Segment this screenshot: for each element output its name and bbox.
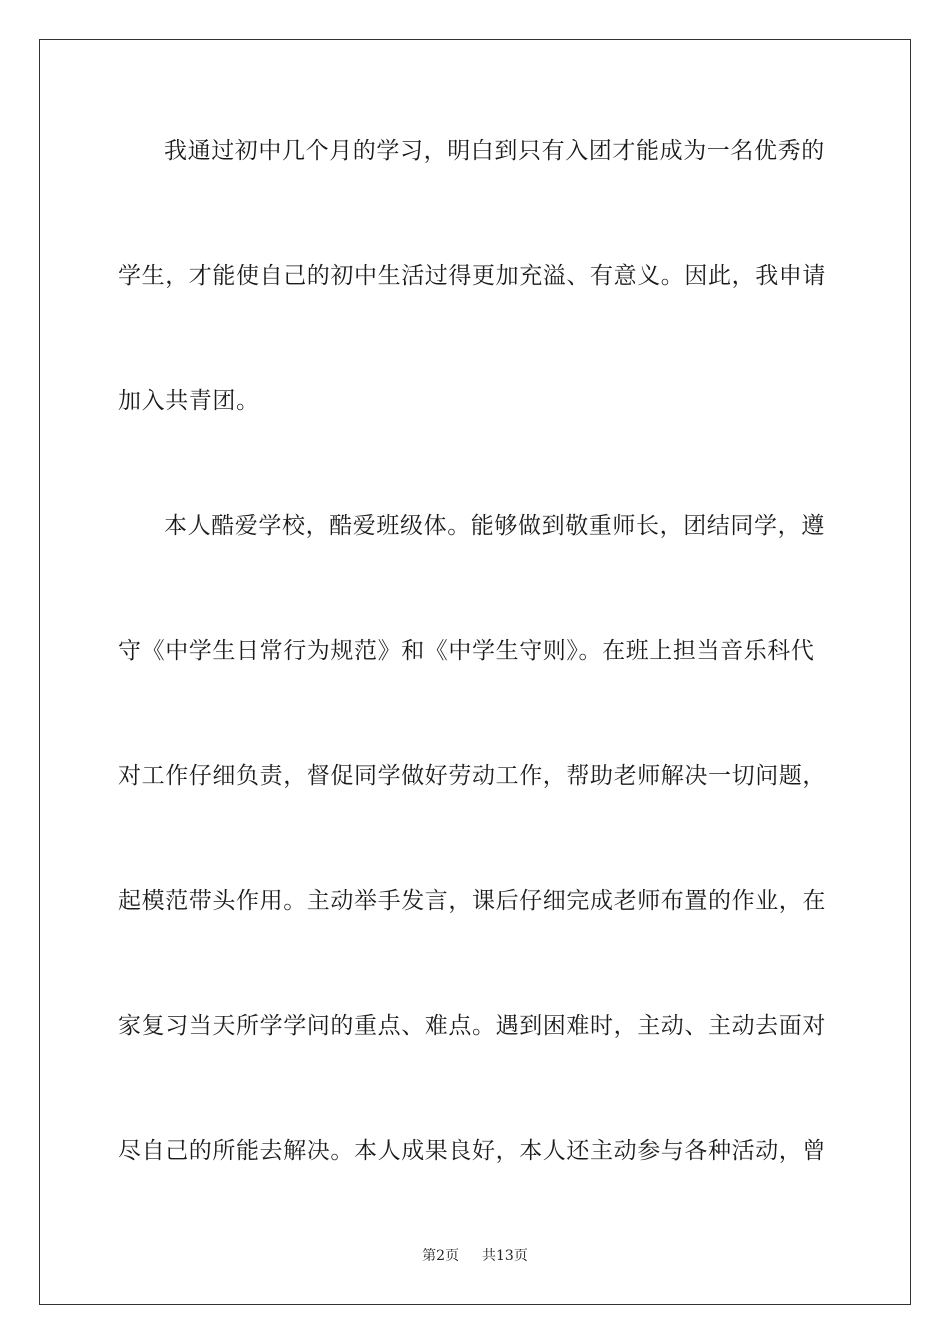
- paragraph-line: 尽自己的所能去解决。本人成果良好，本人还主动参与各种活动，曾: [118, 1138, 826, 1164]
- paragraph-line: 本人酷爱学校，酷爱班级体。能够做到敬重师长，团结同学，遵: [164, 513, 825, 539]
- paragraph-line: 对工作仔细负责，督促同学做好劳动工作，帮助老师解决一切问题，: [118, 763, 826, 789]
- paragraph-line: 学生，才能使自己的初中生活过得更加充溢、有意义。因此，我申请: [118, 263, 826, 289]
- paragraph-line: 加入共青团。: [118, 388, 260, 414]
- paragraph-line: 家复习当天所学学问的重点、难点。遇到困难时，主动、主动去面对: [118, 1013, 826, 1039]
- total-pages: 共13页: [482, 1248, 528, 1264]
- page-number: 第2页: [422, 1248, 460, 1264]
- paragraph-line: 起模范带头作用。主动举手发言，课后仔细完成老师布置的作业，在: [118, 888, 826, 914]
- page-border: [39, 39, 911, 1305]
- paragraph-line: 守《中学生日常行为规范》和《中学生守则》。在班上担当音乐科代: [118, 638, 815, 664]
- page-footer: [0, 1247, 950, 1265]
- paragraph-line: 我通过初中几个月的学习，明白到只有入团才能成为一名优秀的: [164, 138, 825, 164]
